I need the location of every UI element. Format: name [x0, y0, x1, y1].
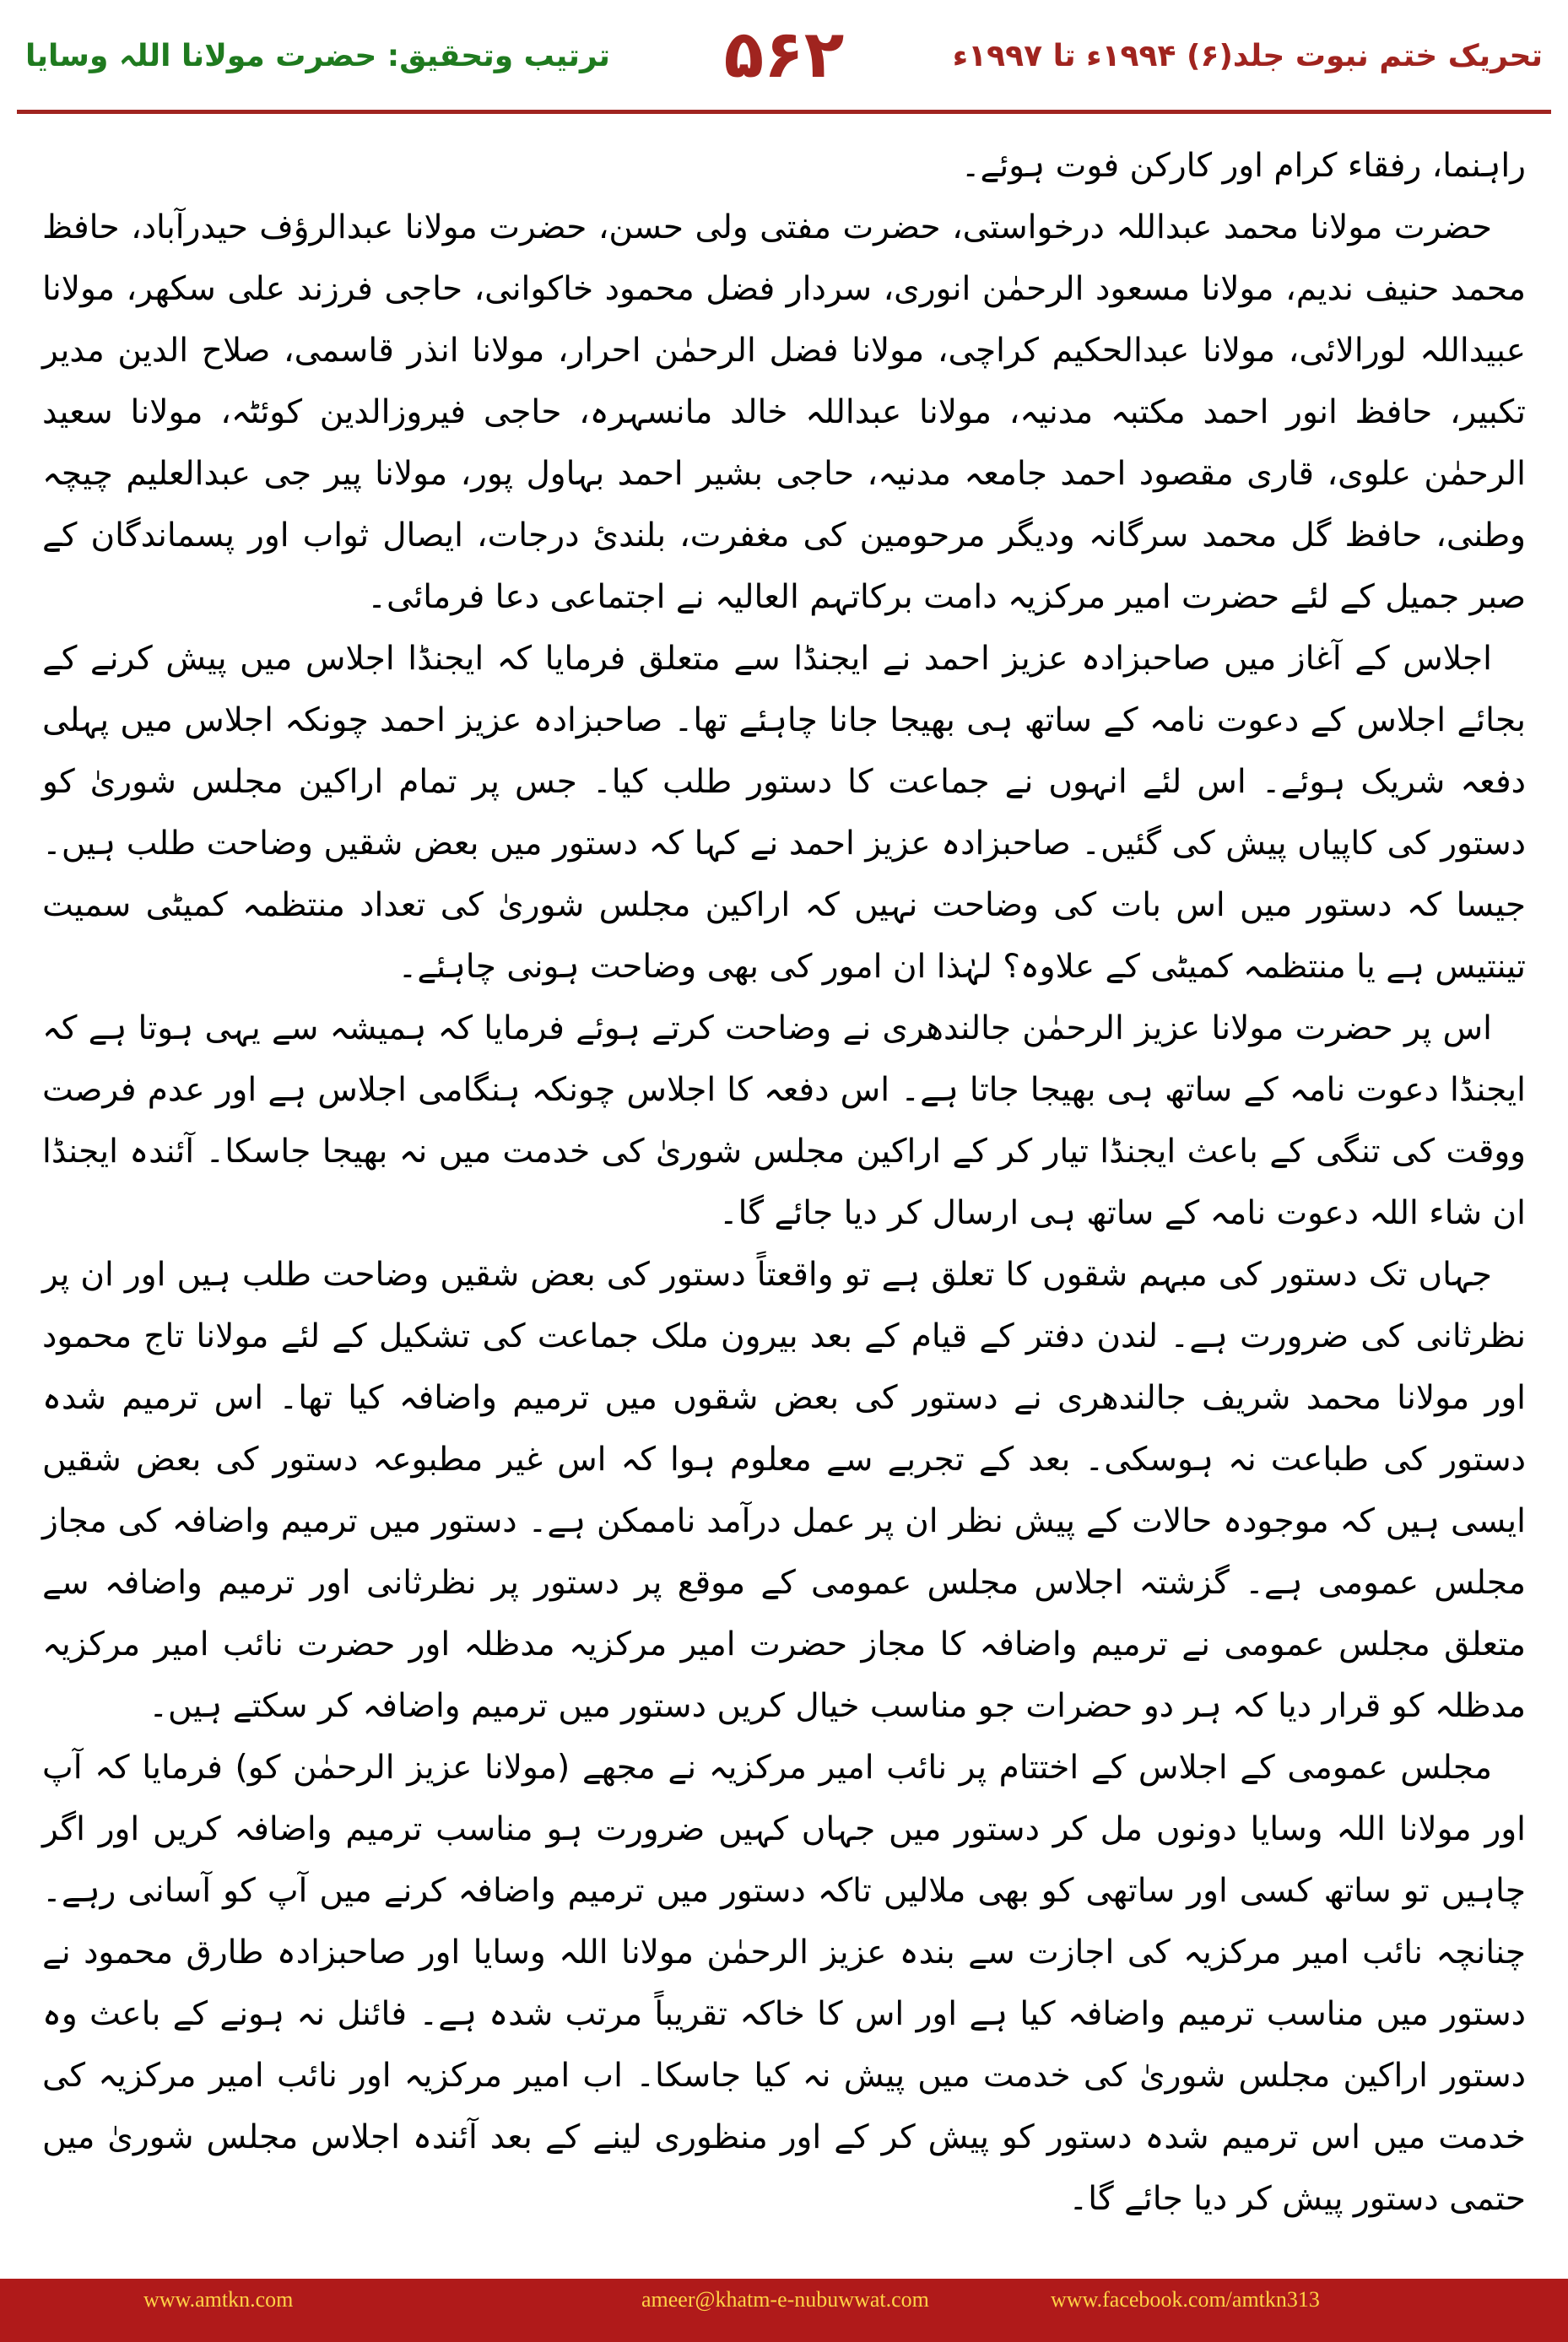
page-header — [0, 0, 1568, 127]
facebook-link[interactable]: www.facebook.com/amtkn313 — [1051, 2287, 1320, 2312]
paragraph: اجلاس کے آغاز میں صاحبزادہ عزیز احمد نے ایجنڈا سے متعلق فرمایا کہ ایجنڈا اجلاس میں پیش کرنے کے بجائے اجلاس کے دعوت نامہ کے ساتھ ہی بھیجا جانا چاہئے تھا۔ صاحبزادہ عزیز احمد چونکہ اجلاس میں پہلی دفعہ شریک ہوئے۔ اس لئے انہوں نے جماعت کا دستور طلب کیا۔ جس پر تمام اراکین مجلس شوریٰ کو دستور کی کاپیاں پیش کی گئیں۔ صاحبزادہ عزیز احمد نے کہا کہ دستور میں بعض شقیں وضاحت طلب ہیں۔ جیسا کہ دستور میں اس بات کی وضاحت نہیں کہ اراکین مجلس شوریٰ کی تعداد منتظمہ کمیٹی سمیت تینتیس ہے یا منتظمہ کمیٹی کے علاوہ؟ لہٰذا ان امور کی بھی وضاحت ہونی چاہئے۔ — [42, 640, 1526, 986]
page-number: ۵۶۲ — [723, 17, 845, 93]
book-title: تحریک ختم نبوت جلد(۶) ۱۹۹۴ء تا ۱۹۹۷ء — [952, 39, 1543, 73]
website-link[interactable]: www.amtkn.com — [143, 2287, 294, 2312]
page-footer — [0, 2279, 1568, 2342]
paragraph: راہنما، رفقاء کرام اور کارکن فوت ہوئے۔ — [960, 147, 1526, 185]
paragraph: مجلس عمومی کے اجلاس کے اختتام پر نائب امیر مرکزیہ نے مجھے (مولانا عزیز الرحمٰن کو) فرمایا کہ آپ اور مولانا اللہ وسایا دونوں مل کر دستور میں جہاں کہیں ضرورت ہو مناسب ترمیم واضافہ کریں اور اگر چاہیں تو ساتھ کسی اور ساتھی کو بھی ملالیں تاکہ دستور میں ترمیم واضافہ کرنے میں آپ کو آسانی رہے۔ چنانچہ نائب امیر مرکزیہ کی اجازت سے بندہ عزیز الرحمٰن مولانا اللہ وسایا اور صاحبزادہ طارق محمود نے دستور میں مناسب ترمیم واضافہ کیا ہے اور اس کا خاکہ تقریباً مرتب شدہ ہے۔ فائنل نہ ہونے کے باعث وہ دستور اراکین مجلس شوریٰ کی خدمت میں پیش نہ کیا جاسکا۔ اب امیر مرکزیہ اور نائب امیر مرکزیہ کی خدمت میں اس ترمیم شدہ دستور کو پیش کر کے اور منظوری لینے کے بعد آئندہ اجلاس مجلس شوریٰ میں حتمی دستور پیش کر دیا جائے گا۔ — [42, 1749, 1526, 2218]
compiler-credit: ترتیب وتحقیق: حضرت مولانا اللہ وسایا — [25, 39, 610, 73]
paragraph: جہاں تک دستور کی مبہم شقوں کا تعلق ہے تو واقعتاً دستور کی بعض شقیں وضاحت طلب ہیں اور ان پر نظرثانی کی ضرورت ہے۔ لندن دفتر کے قیام کے بعد بیرون ملک جماعت کی تشکیل کے لئے مولانا تاج محمود اور مولانا محمد شریف جالندھری نے دستور کی بعض شقوں میں ترمیم واضافہ کیا تھا۔ اس ترمیم شدہ دستور کی طباعت نہ ہوسکی۔ بعد کے تجربے سے معلوم ہوا کہ اس غیر مطبوعہ دستور کی بعض شقیں ایسی ہیں کہ موجودہ حالات کے پیش نظر ان پر عمل درآمد ناممکن ہے۔ دستور میں ترمیم واضافہ کی مجاز مجلس عمومی ہے۔ گزشتہ اجلاس مجلس عمومی کے موقع پر دستور پر نظرثانی اور ترمیم واضافہ سے متعلق مجلس عمومی نے ترمیم واضافہ کا مجاز حضرت امیر مرکزیہ مدظلہ اور حضرت نائب امیر مرکزیہ مدظلہ کو قرار دیا کہ ہر دو حضرات جو مناسب خیال کریں دستور میں ترمیم واضافہ کر سکتے ہیں۔ — [42, 1256, 1526, 1725]
email-link[interactable]: ameer@khatm-e-nubuwwat.com — [641, 2287, 929, 2312]
paragraph: حضرت مولانا محمد عبداللہ درخواستی، حضرت مفتی ولی حسن، حضرت مولانا عبدالرؤف حیدرآباد، حافظ محمد حنیف ندیم، مولانا مسعود الرحمٰن انوری، سردار فضل محمود خاکوانی، حاجی فرزند علی سکھر، مولانا عبیداللہ لورالائی، مولانا عبدالحکیم کراچی، مولانا فضل الرحمٰن احرار، مولانا انذر قاسمی، صلاح الدین مدیر تکبیر، حافظ انور احمد مکتبہ مدنیہ، مولانا عبداللہ خالد مانسہرہ، حاجی فیروزالدین کوئٹہ، مولانا سعید الرحمٰن علوی، قاری مقصود احمد جامعہ مدنیہ، حاجی بشیر احمد بہاول پور، مولانا پیر جی عبدالعلیم چیچہ وطنی، حافظ گل محمد سرگانہ ودیگر مرحومین کی مغفرت، بلندئ درجات، ایصال ثواب اور پسماندگان کے صبر جمیل کے لئے حضرت امیر مرکزیہ دامت برکاتہم العالیہ نے اجتماعی دعا فرمائی۔ — [42, 208, 1526, 616]
paragraph: اس پر حضرت مولانا عزیز الرحمٰن جالندھری نے وضاحت کرتے ہوئے فرمایا کہ ہمیشہ سے یہی ہوتا ہے کہ ایجنڈا دعوت نامہ کے ساتھ ہی بھیجا جاتا ہے۔ اس دفعہ کا اجلاس چونکہ ہنگامی اجلاس ہے اور عدم فرصت ووقت کی تنگی کے باعث ایجنڈا تیار کر کے اراکین مجلس شوریٰ کی خدمت میں نہ بھیجا جاسکا۔ آئندہ ایجنڈا ان شاء اللہ دعوت نامہ کے ساتھ ہی ارسال کر دیا جائے گا۔ — [42, 1009, 1526, 1232]
page-body — [42, 135, 1526, 2218]
header-divider — [17, 110, 1551, 114]
